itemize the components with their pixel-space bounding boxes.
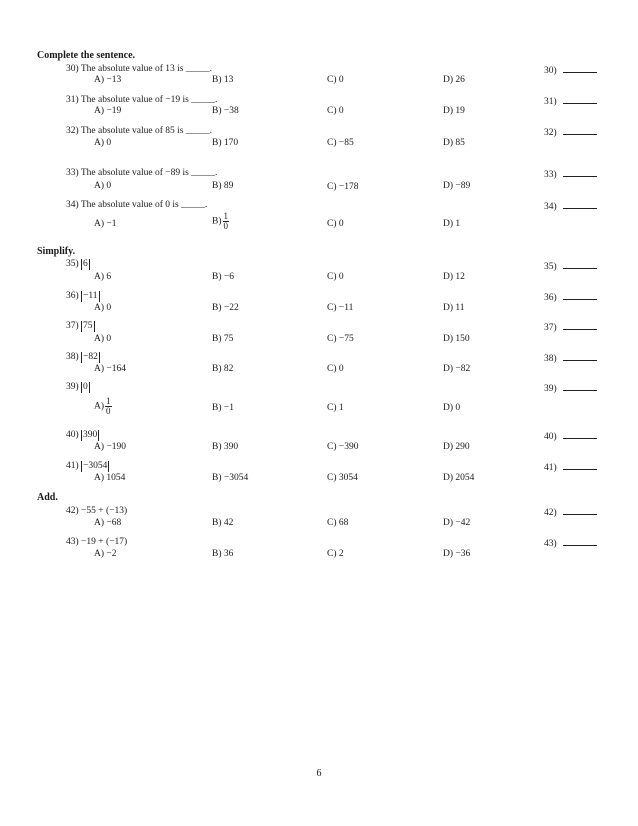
option-c[interactable]: C) 0 (327, 364, 344, 374)
option-a[interactable]: A) 1054 (94, 473, 126, 483)
answer-slot[interactable] (544, 291, 597, 303)
option-d[interactable]: D) −82 (443, 364, 471, 374)
option-b[interactable]: B) −6 (212, 272, 234, 282)
answer-blank[interactable] (563, 430, 597, 439)
fraction-denominator: 0 (106, 406, 111, 416)
answer-number: 40) (544, 432, 557, 442)
option-c[interactable]: C) 1 (327, 403, 344, 413)
question-number: 38) (66, 352, 79, 362)
option-d[interactable]: D) 26 (443, 75, 465, 85)
option-a[interactable]: A) −1 (94, 219, 117, 229)
option-c[interactable]: C) 3054 (327, 473, 358, 483)
option-d[interactable]: D) 85 (443, 138, 465, 148)
option-b-label: B) (212, 216, 222, 227)
option-a[interactable]: A) 0 (94, 303, 112, 313)
question-39 (0, 382, 638, 416)
option-d[interactable]: D) 290 (443, 442, 470, 452)
option-b[interactable]: B) 42 (212, 518, 234, 528)
option-c[interactable]: C) 2 (327, 549, 344, 559)
option-b[interactable]: B) 89 (212, 181, 234, 191)
answer-number: 37) (544, 323, 557, 333)
option-a[interactable] (94, 397, 112, 416)
option-a[interactable]: A) −13 (94, 75, 122, 85)
answer-number: 38) (544, 354, 557, 364)
option-a[interactable]: A) −164 (94, 364, 127, 374)
section-heading-complete: Complete the sentence. (37, 50, 136, 61)
question-stem (66, 321, 95, 332)
question-number: 41) (66, 461, 79, 471)
answer-number: 31) (544, 97, 557, 107)
question-stem (66, 430, 99, 441)
question-35 (0, 259, 638, 289)
answer-blank[interactable] (563, 537, 597, 546)
question-33 (0, 168, 638, 198)
answer-blank[interactable] (563, 126, 597, 135)
option-d[interactable]: D) 1 (443, 219, 461, 229)
answer-blank[interactable] (563, 506, 597, 515)
answer-slot[interactable] (544, 168, 597, 180)
answer-number: 43) (544, 539, 557, 549)
answer-blank[interactable] (563, 64, 597, 73)
option-a[interactable]: A) −19 (94, 106, 122, 116)
absolute-value-expression: −3054 (83, 461, 108, 471)
page-number: 6 (316, 768, 322, 779)
answer-blank[interactable] (563, 461, 597, 470)
answer-slot[interactable] (544, 537, 597, 549)
answer-slot[interactable] (544, 352, 597, 364)
option-d[interactable]: D) 12 (443, 272, 465, 282)
option-d[interactable]: D) 0 (443, 403, 461, 413)
option-c[interactable]: C) −178 (327, 182, 359, 192)
option-c[interactable]: C) −75 (327, 334, 354, 344)
question-42 (0, 506, 638, 536)
fraction-numerator: 1 (223, 211, 228, 221)
question-37 (0, 321, 638, 351)
answer-blank[interactable] (563, 291, 597, 300)
answer-number: 35) (544, 262, 557, 272)
answer-slot[interactable] (544, 506, 597, 518)
question-stem: 32) The absolute value of 85 is _____. (66, 126, 212, 136)
question-number: 40) (66, 430, 79, 440)
option-b[interactable]: B) 36 (212, 549, 234, 559)
answer-number: 42) (544, 508, 557, 518)
option-b[interactable] (212, 212, 229, 231)
option-d[interactable]: D) −36 (443, 549, 471, 559)
question-38 (0, 352, 638, 382)
option-b[interactable]: B) 170 (212, 138, 239, 148)
option-b[interactable]: B) −22 (212, 303, 239, 313)
absolute-value-expression: 6 (83, 259, 88, 269)
option-a[interactable]: A) 6 (94, 272, 112, 282)
option-b[interactable]: B) 82 (212, 364, 234, 374)
option-c[interactable]: C) 0 (327, 219, 344, 229)
answer-blank[interactable] (563, 382, 597, 391)
answer-blank[interactable] (563, 352, 597, 361)
answer-blank[interactable] (563, 260, 597, 269)
question-stem: 34) The absolute value of 0 is _____. (66, 200, 208, 210)
absolute-value-expression: −11 (83, 291, 98, 301)
question-stem: 43) −19 + (−17) (66, 537, 128, 547)
option-a[interactable]: A) −190 (94, 442, 127, 452)
option-c[interactable]: C) −390 (327, 442, 359, 452)
question-number: 35) (66, 259, 79, 269)
answer-number: 30) (544, 66, 557, 76)
option-a-label: A) (94, 401, 105, 412)
option-d[interactable]: D) 2054 (443, 473, 475, 483)
question-32 (0, 126, 638, 156)
answer-slot[interactable] (544, 382, 597, 394)
question-number: 36) (66, 291, 79, 301)
absolute-value-expression: 75 (83, 321, 93, 331)
answer-slot[interactable] (544, 321, 597, 333)
answer-number: 41) (544, 463, 557, 473)
option-b[interactable]: B) 390 (212, 442, 239, 452)
option-a[interactable]: A) 0 (94, 138, 112, 148)
option-a[interactable]: A) −2 (94, 549, 117, 559)
answer-slot[interactable] (544, 95, 597, 107)
answer-number: 33) (544, 170, 557, 180)
question-stem: 33) The absolute value of −89 is _____. (66, 168, 218, 178)
fraction (223, 212, 230, 231)
option-d[interactable]: D) 11 (443, 303, 465, 313)
fraction-numerator: 1 (106, 396, 111, 406)
absolute-value-expression: 390 (83, 430, 98, 440)
answer-slot[interactable] (544, 461, 597, 473)
question-30 (0, 64, 638, 94)
option-b[interactable]: B) −3054 (212, 473, 249, 483)
option-d[interactable]: D) −89 (443, 181, 471, 191)
option-c[interactable]: C) 68 (327, 518, 349, 528)
option-c[interactable]: C) 0 (327, 106, 344, 116)
answer-slot[interactable] (544, 430, 597, 442)
question-43 (0, 537, 638, 567)
answer-slot[interactable] (544, 200, 597, 212)
option-b[interactable]: B) 75 (212, 334, 234, 344)
question-stem: 42) −55 + (−13) (66, 506, 128, 516)
question-36 (0, 291, 638, 321)
option-b[interactable]: B) 13 (212, 75, 234, 85)
answer-number: 34) (544, 202, 557, 212)
answer-slot[interactable] (544, 64, 597, 76)
option-a[interactable]: A) 0 (94, 334, 112, 344)
option-a[interactable]: A) 0 (94, 181, 112, 191)
fraction (105, 397, 112, 416)
question-34 (0, 200, 638, 230)
answer-number: 39) (544, 384, 557, 394)
question-41 (0, 461, 638, 491)
answer-blank[interactable] (563, 321, 597, 330)
answer-slot[interactable] (544, 260, 597, 272)
option-c[interactable]: C) 0 (327, 272, 344, 282)
answer-number: 32) (544, 128, 557, 138)
question-stem (66, 382, 90, 393)
option-c[interactable]: C) −85 (327, 138, 354, 148)
question-stem (66, 259, 90, 270)
question-40 (0, 430, 638, 460)
section-heading-add: Add. (37, 492, 58, 503)
question-stem: 30) The absolute value of 13 is _____. (66, 64, 212, 74)
question-31 (0, 95, 638, 125)
question-stem (66, 352, 100, 363)
answer-slot[interactable] (544, 126, 597, 138)
answer-blank[interactable] (563, 168, 597, 177)
answer-number: 36) (544, 293, 557, 303)
answer-blank[interactable] (563, 200, 597, 209)
question-stem (66, 291, 100, 302)
fraction-denominator: 0 (223, 221, 228, 231)
option-b[interactable]: B) −38 (212, 106, 239, 116)
answer-blank[interactable] (563, 95, 597, 104)
absolute-value-expression: 0 (83, 382, 88, 392)
option-c[interactable]: C) 0 (327, 75, 344, 85)
question-stem (66, 461, 109, 472)
question-number: 39) (66, 382, 79, 392)
option-d[interactable]: D) 19 (443, 106, 465, 116)
option-b[interactable]: B) −1 (212, 403, 234, 413)
question-number: 37) (66, 321, 79, 331)
question-stem: 31) The absolute value of −19 is _____. (66, 95, 218, 105)
section-heading-simplify: Simplify. (37, 246, 76, 257)
absolute-value-expression: −82 (83, 352, 98, 362)
option-c[interactable]: C) −11 (327, 303, 354, 313)
option-a[interactable]: A) −68 (94, 518, 122, 528)
option-d[interactable]: D) 150 (443, 334, 470, 344)
option-d[interactable]: D) −42 (443, 518, 471, 528)
